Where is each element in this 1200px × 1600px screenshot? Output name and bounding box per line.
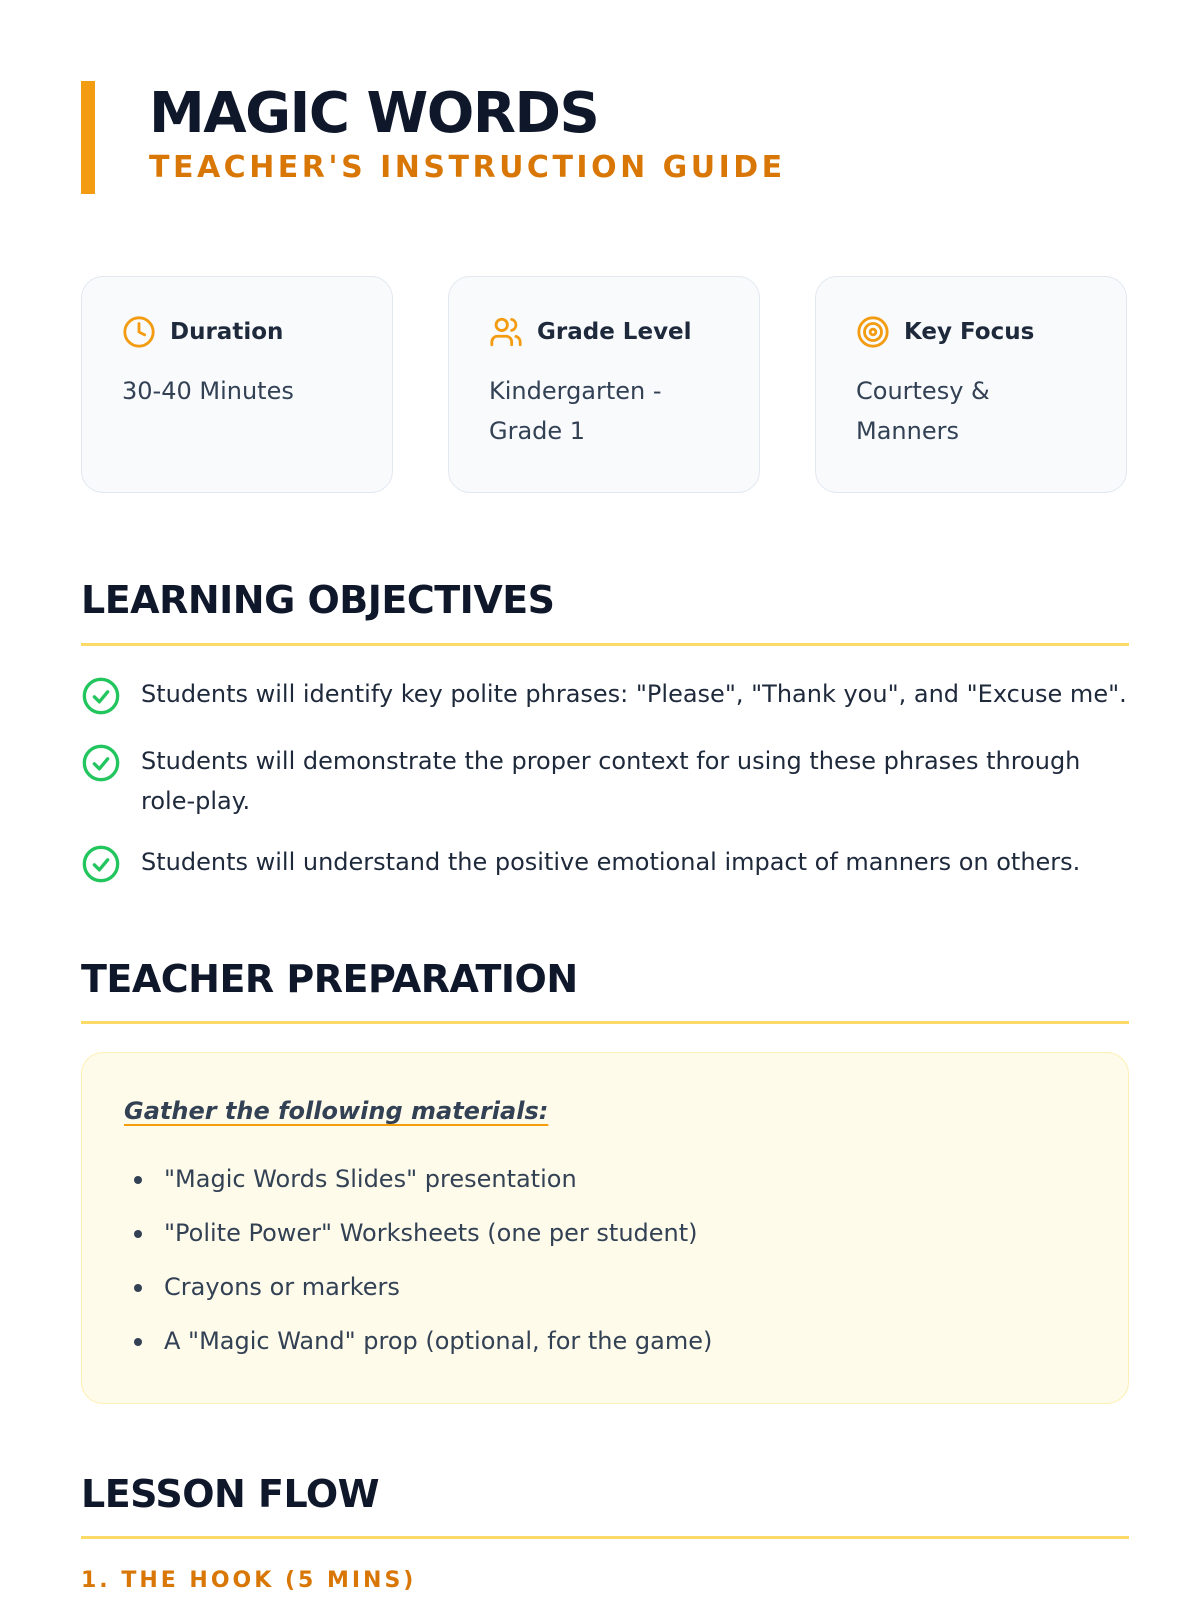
material-text: Crayons or markers — [164, 1273, 400, 1301]
list-item — [124, 1267, 712, 1321]
bullet-icon — [134, 1338, 142, 1346]
section-divider — [81, 1021, 1129, 1024]
info-card-duration — [81, 276, 393, 493]
bullet-icon — [134, 1284, 142, 1292]
info-card-grade-level — [448, 276, 760, 493]
check-circle-icon — [81, 844, 121, 884]
materials-list — [124, 1159, 712, 1375]
users-icon — [489, 315, 523, 349]
material-text: A "Magic Wand" prop (optional, for the game) — [164, 1327, 713, 1355]
page-title: MAGIC WORDS — [149, 81, 599, 146]
material-text: "Magic Words Slides" presentation — [164, 1165, 577, 1193]
section-divider — [81, 643, 1129, 646]
page-subtitle: TEACHER'S INSTRUCTION GUIDE — [149, 150, 786, 185]
info-card-value: Kindergarten - Grade 1 — [489, 377, 662, 445]
list-item — [124, 1213, 712, 1267]
header-accent-bar — [81, 81, 95, 194]
clock-icon — [122, 315, 156, 349]
check-circle-icon — [81, 676, 121, 716]
target-icon — [856, 315, 890, 349]
list-item — [124, 1159, 712, 1213]
info-card-title: Duration — [170, 319, 284, 345]
bullet-icon — [134, 1176, 142, 1184]
section-divider — [81, 1536, 1129, 1539]
section-title-objectives: LEARNING OBJECTIVES — [81, 578, 555, 622]
lesson-step-title: 1. THE HOOK (5 MINS) — [81, 1568, 417, 1593]
info-card-key-focus — [815, 276, 1127, 493]
section-title-lesson-flow: LESSON FLOW — [81, 1472, 380, 1516]
info-card-value: Courtesy & Manners — [856, 377, 990, 445]
info-card-value: 30-40 Minutes — [122, 377, 294, 405]
info-card-title: Key Focus — [904, 319, 1035, 345]
section-title-preparation: TEACHER PREPARATION — [81, 957, 578, 1001]
materials-intro: Gather the following materials: — [124, 1097, 549, 1125]
objective-text: Students will understand the positive emotional impact of manners on others. — [141, 848, 1081, 876]
bullet-icon — [134, 1230, 142, 1238]
list-item — [124, 1321, 712, 1375]
materials-box — [81, 1052, 1129, 1404]
objective-text: Students will demonstrate the proper context for using these phrases through role-play. — [141, 747, 1081, 815]
objective-text: Students will identify key polite phrases: "Please", "Thank you", and "Excuse me". — [141, 680, 1127, 708]
check-circle-icon — [81, 743, 121, 783]
material-text: "Polite Power" Worksheets (one per student) — [164, 1219, 698, 1247]
info-card-title: Grade Level — [537, 319, 692, 345]
page-header — [81, 81, 881, 194]
